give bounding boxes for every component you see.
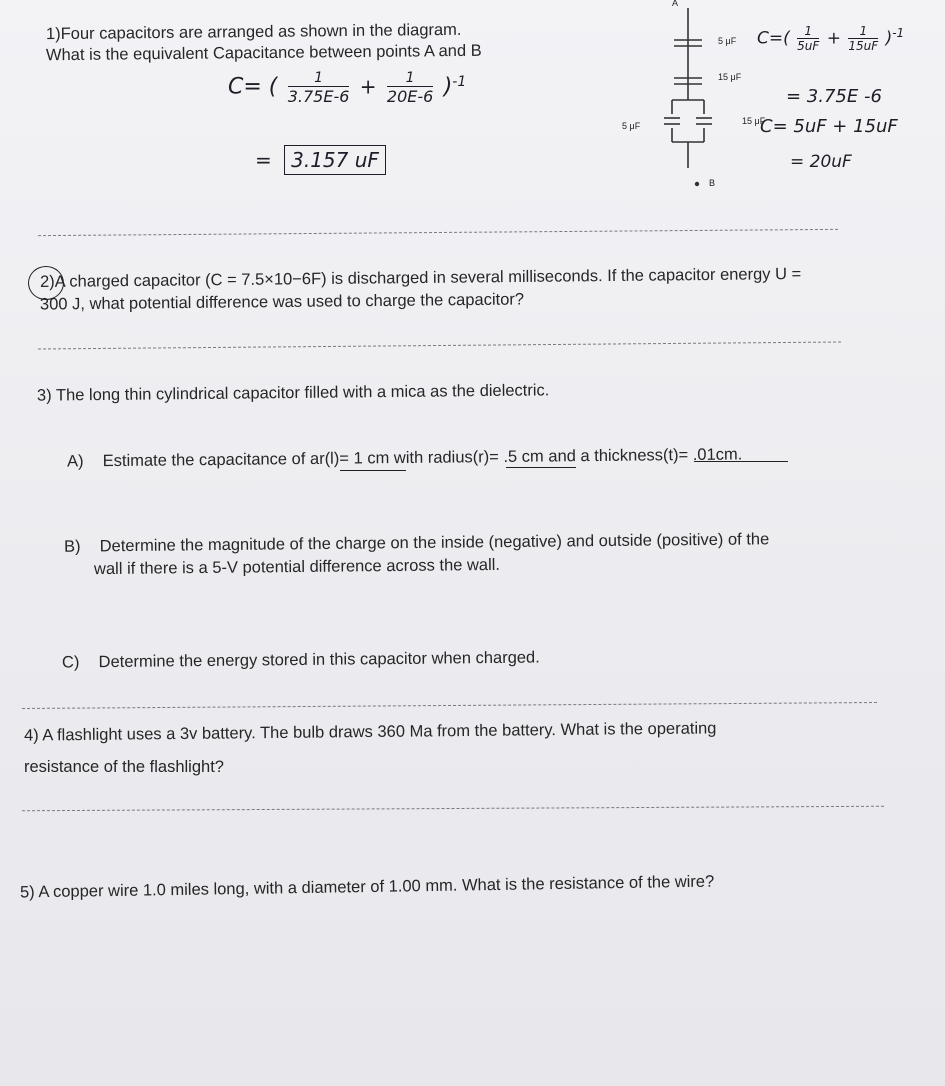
q5-line1: 5) A copper wire 1.0 miles long, with a diameter of 1.00 mm. What is the resistance of the wire? <box>19 872 715 902</box>
q1-line1: 1)Four capacitors are arranged as shown in the diagram. <box>45 20 462 44</box>
diagram-cap-left-label: 5 μF <box>622 121 641 131</box>
q1-line2: What is the equivalent Capacitance between points A and B <box>45 41 482 65</box>
divider-4 <box>22 806 884 812</box>
q2-number-circle <box>28 266 64 300</box>
q1-work-left-equation: C= ( $\frac{1}{3.75E-6}$ + $\frac{1}{20E-6}$ )$^{-1}$ <box>228 70 467 106</box>
diagram-cap-top1-label: 5 μF <box>718 36 737 46</box>
q1-answer-box: = 3.157 uF <box>255 145 386 175</box>
q3-a-label: A) <box>66 452 84 471</box>
q3-intro: 3) The long thin cylindrical capacitor filled with a mica as the dielectric. <box>36 381 550 405</box>
q1-work-right-line2: = 3.75E -6 <box>786 86 882 107</box>
point-b-node <box>695 182 699 186</box>
q3-b-line1: Determine the magnitude of the charge on the inside (negative) and outside (positive) of the <box>99 530 770 556</box>
q4-line1: 4) A flashlight uses a 3v battery. The bulb draws 360 Ma from the battery. What is the operating <box>23 719 717 745</box>
q3-c-text: Determine the energy stored in this capacitor when charged. <box>98 648 540 672</box>
q2-line2: 300 J, what potential difference was used to charge the capacitor? <box>39 290 525 314</box>
divider-2 <box>38 341 841 349</box>
q4-line2: resistance of the flashlight? <box>24 758 224 776</box>
q1-work-right-line4: = 20uF <box>790 152 852 172</box>
q3-b <box>64 529 769 557</box>
q3-a <box>67 444 742 472</box>
q3-a-text: Estimate the capacitance of ar(l)= 1 cm with radius(r)= .5 cm and a thickness(t)= .01cm. <box>102 445 743 471</box>
diagram-cap-top2-label: 15 μF <box>718 72 742 82</box>
q1-work-right-line1: C=( $\frac{1}{5uF}$ + $\frac{1}{15uF}$ )$^{-1}$ <box>757 24 905 53</box>
q2-line1: 2)A charged capacitor (C = 7.5×10−6F) is discharged in several milliseconds. If the capacitor energy U = <box>39 265 802 291</box>
q3-a-underline-length <box>340 470 406 471</box>
q3-b-line2: wall if there is a 5-V potential difference across the wall. <box>93 555 501 579</box>
diagram-point-b-label: B <box>709 178 716 188</box>
q1-answer-value: 3.157 uF <box>284 145 386 175</box>
divider-1 <box>38 229 838 236</box>
q3-a-underline-thickness <box>694 461 788 462</box>
diagram-point-a-label: A <box>672 0 679 8</box>
q3-b-label: B) <box>63 537 81 556</box>
q3-a-underline-radius <box>506 467 576 468</box>
diagram-cap-right-label: 15 μF <box>742 116 766 126</box>
q3-c <box>62 647 540 673</box>
q1-work-right-line3: C= 5uF + 15uF <box>760 116 898 137</box>
divider-3 <box>22 702 877 709</box>
q3-c-label: C) <box>61 653 80 672</box>
